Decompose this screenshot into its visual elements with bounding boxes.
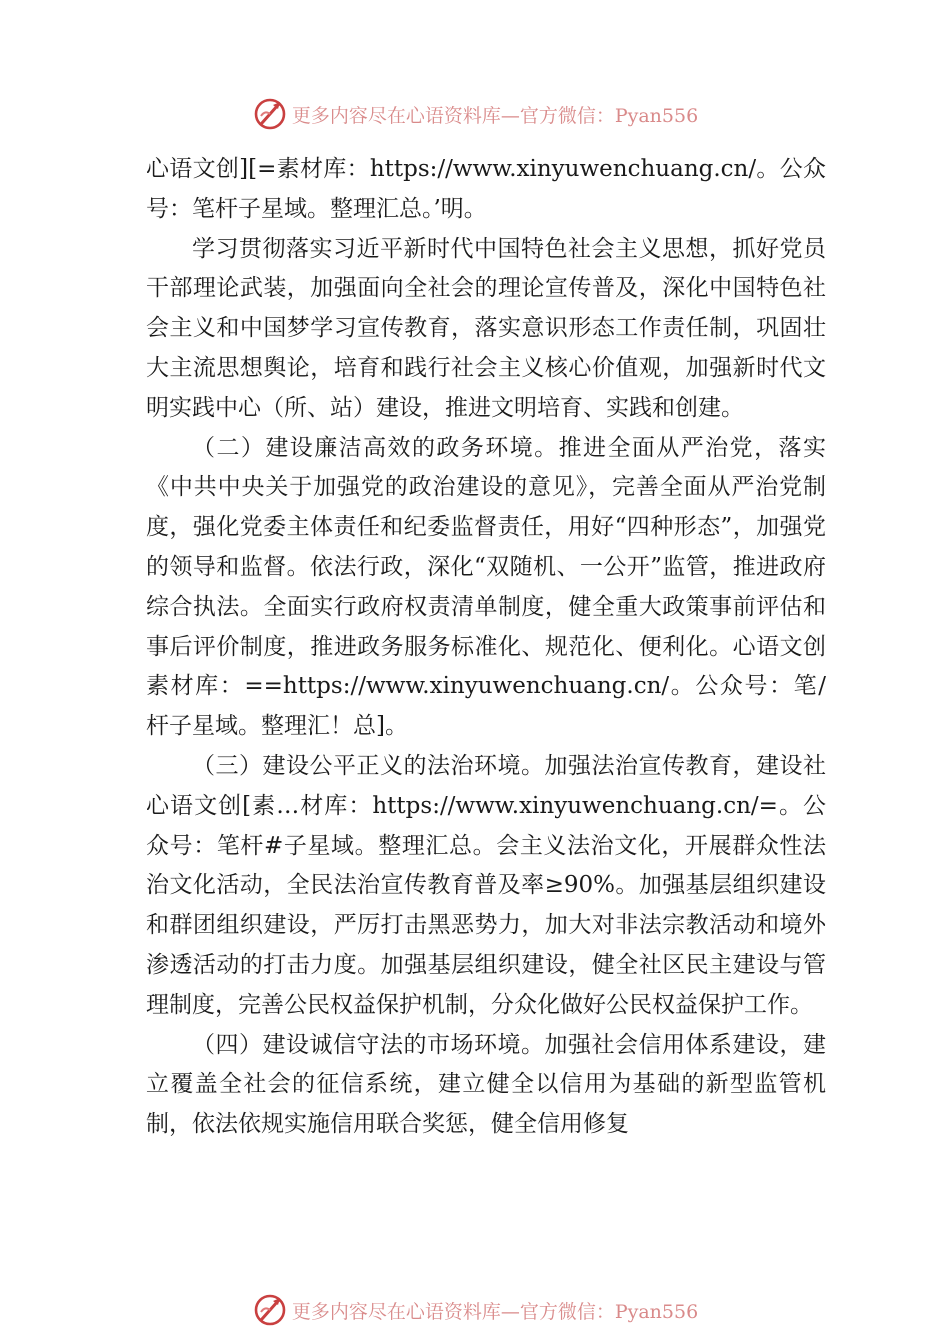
header-banner-text: 更多内容尽在心语资料库—官方微信：Pyan556 [291,104,699,127]
header-banner [0,94,950,134]
footer-banner-text: 更多内容尽在心语资料库—官方微信：Pyan556 [291,1300,699,1323]
brand-logo-icon [252,1292,288,1328]
paragraph: 心语文创][=素材库：https://www.xinyuwenchuang.cn/。公众号：笔杆子星域。整理汇总。’明。 [146,156,826,222]
paragraph: （三）建设公平正义的法治环境。加强法治宣传教育，建设社心语文创[素…材库：https://www.xinyuwenchuang.cn/=。公众号：笔杆#子星域。整理汇总。会主义法治文化，开展群众性法治文化活动，全民法治宣传教育普及率≥90%。加强基层组织建设和群团组织建设，严厉打击黑恶势力，加大对非法宗教活动和境外渗透活动的打击力度。加强基层组织建设，健全社区民主建设与管理制度，完善公民权益保护机制，分众化做好公民权益保护工作。 [146,752,826,1018]
paragraph: （二）建设廉洁高效的政务环境。推进全面从严治党，落实《中共中央关于加强党的政治建设的意见》，完善全面从严治党制度，强化党委主体责任和纪委监督责任，用好“四种形态”，加强党的领导和监督。依法行政，深化“双随机、一公开”监管，推进政府综合执法。全面实行政府权责清单制度，健全重大政策事前评估和事后评价制度，推进政务服务标准化、规范化、便利化。心语文创素材库：==https://www.xinyuwenchuang.cn/。公众号：笔/杆子星域。整理汇！总]。 [146,434,826,740]
footer-banner [0,1290,950,1330]
paragraph: 学习贯彻落实习近平新时代中国特色社会主义思想，抓好党员干部理论武装，加强面向全社会的理论宣传普及，深化中国特色社会主义和中国梦学习宣传教育，落实意识形态工作责任制，巩固壮大主流思想舆论，培育和践行社会主义核心价值观，加强新时代文明实践中心（所、站）建设，推进文明培育、实践和创建。 [146,235,826,421]
brand-logo-icon [252,96,288,132]
document-body [146,150,826,1145]
paragraph: （四）建设诚信守法的市场环境。加强社会信用体系建设，建立覆盖全社会的征信系统，建立健全以信用为基础的新型监管机制，依法依规实施信用联合奖惩，健全信用修复 [146,1031,826,1138]
